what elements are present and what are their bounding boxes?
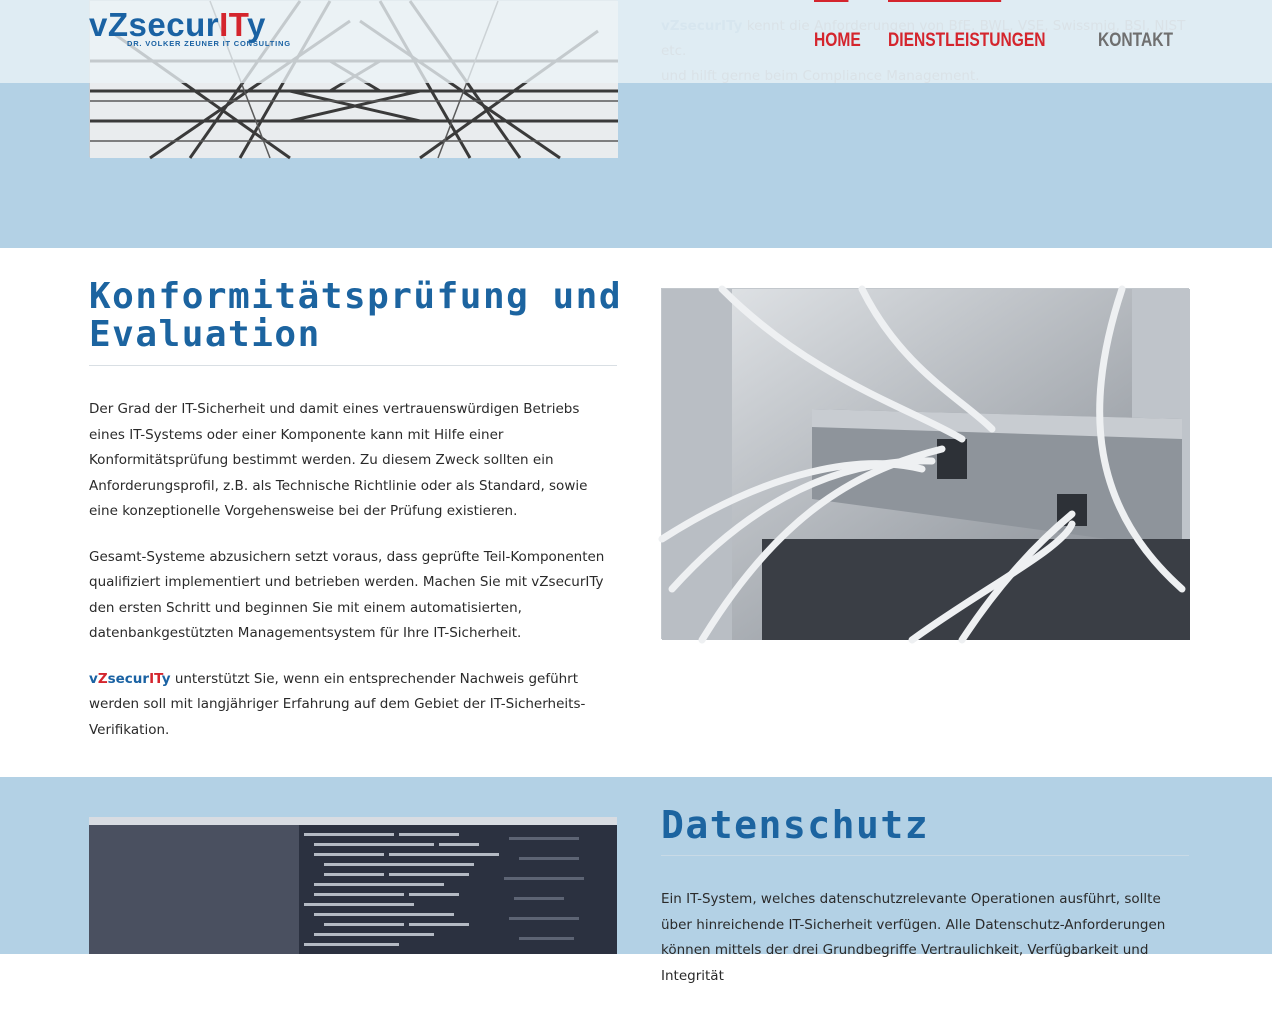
nav-kontakt[interactable]: KONTAKT <box>1097 30 1173 51</box>
conformity-body <box>89 397 619 763</box>
divider <box>89 365 617 366</box>
privacy-title: Datenschutz <box>661 803 930 847</box>
main-nav <box>814 30 1189 52</box>
logo-wordmark: vZsecurITy <box>89 6 266 43</box>
conformity-paragraph-2: Gesamt-Systeme abzusichern setzt voraus, dass geprüfte Teil-Komponenten qualifiziert implementiert und betrieben werden. Machen Sie mit vZsecurITy den ersten Schritt und beginnen Sie mit einem automatisierten, datenbankgestützten Managementsystem für Ihre IT-Sicherheit. <box>89 548 605 641</box>
privacy-paragraph-1: Ein IT-System, welches datenschutzrelevante Operationen ausführt, sollte über hinreichende IT-Sicherheit verfügen. Alle Datenschutz-Anforderungen können mittels der drei Grundbegriffe Vertraulichkeit, Verfügbarkeit und Integrität <box>661 891 1166 984</box>
conformity-paragraph-1: Der Grad der IT-Sicherheit und damit eines vertrauenswürdigen Betriebs eines IT-Systems oder einer Komponente kann mit Hilfe einer Konformitätsprüfung bestimmt werden. Zu diesem Zweck sollten ein Anforderungsprofil, z.B. als Technische Richtlinie oder als Standard, sowie eine konzeptionelle Vorgehensweise bei der Prüfung existieren. <box>89 401 588 519</box>
logo-tagline: DR. VOLKER ZEUNER IT CONSULTING <box>127 39 291 48</box>
conformity-title: Konformitätsprüfung und Evaluation <box>89 276 622 355</box>
divider <box>661 855 1189 856</box>
nav-active-marker <box>814 0 848 2</box>
site-logo[interactable] <box>89 8 294 52</box>
network-rack-image <box>661 288 1189 639</box>
nav-active-marker <box>888 0 1001 2</box>
code-screen-image <box>89 817 617 954</box>
nav-home[interactable]: HOME <box>814 30 861 52</box>
nav-dienstleistungen[interactable]: DIENSTLEISTUNGEN <box>888 30 1046 52</box>
privacy-body <box>661 887 1191 1009</box>
conformity-paragraph-3: vZsecurITy unterstützt Sie, wenn ein entsprechender Nachweis geführt werden soll mit langjähriger Erfahrung auf dem Gebiet der IT-Sicherheits-Verifikation. <box>89 670 586 738</box>
